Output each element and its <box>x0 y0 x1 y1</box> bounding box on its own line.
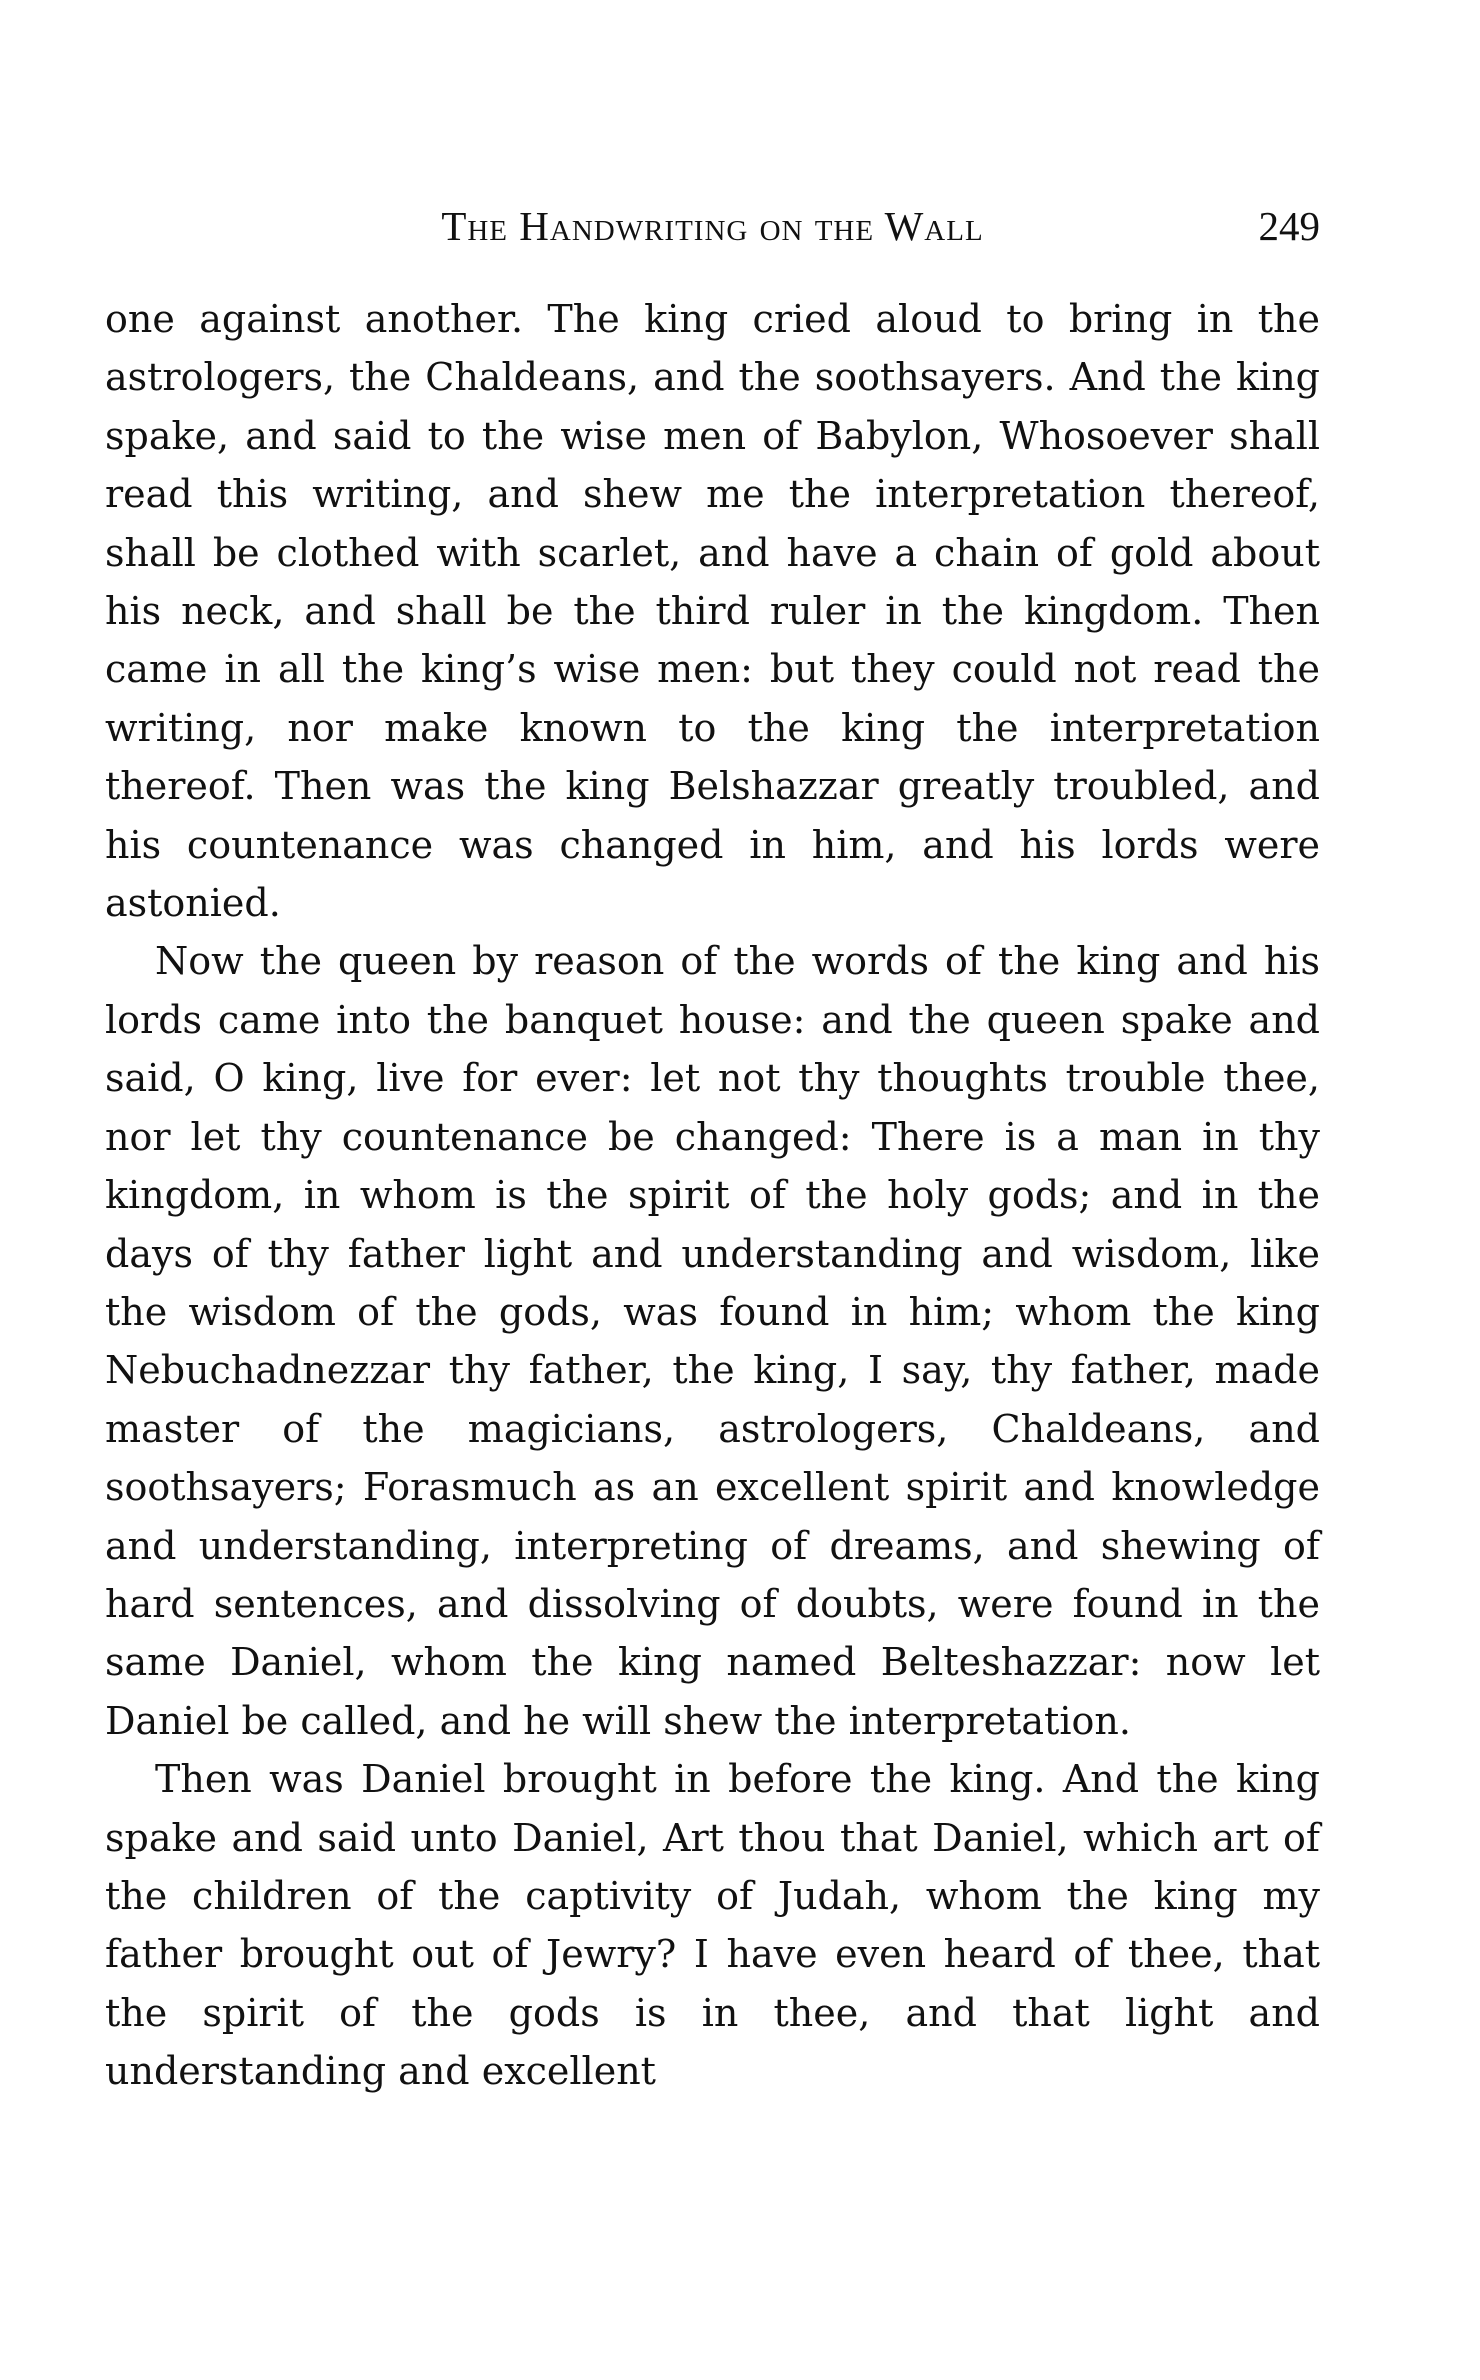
paragraph-continuation: one against another. The king cried aloud to bring in the astrologers, the Chaldeans, and the soothsayers. And the king spake, and said to the wise men of Babylon, Whosoever shall read this writing, and shew me the interpretation thereof, shall be clothed with scarlet, and have a chain of gold about his neck, and shall be the third ruler in the kingdom. Then came in all the king’s wise men: but they could not read the writing, nor make known to the king the interpretation thereof. Then was the king Belshazzar greatly troubled, and his countenance was changed in him, and his lords were astonied. <box>105 297 1320 926</box>
body-text <box>105 290 1320 2101</box>
running-head <box>105 196 1320 256</box>
paragraph-daniel-brought: Then was Daniel brought in before the king. And the king spake and said unto Daniel, Art thou that Daniel, which art of the children of the captivity of Judah, whom the king my father brought out of Jewry? I have even heard of thee, that the spirit of the gods is in thee, and that light and understanding and excellent <box>105 1757 1320 2094</box>
page-number: 249 <box>1258 203 1320 249</box>
running-title: The Handwriting on the Wall <box>441 203 984 249</box>
paragraph-queen-speech: Now the queen by reason of the words of the king and his lords came into the banquet house: and the queen spake and said, O king, live for ever: let not thy thoughts trouble thee, nor let thy countenance be changed: There is a man in thy kingdom, in whom is the spirit of the holy gods; and in the days of thy father light and understanding and wisdom, like the wisdom of the gods, was found in him; whom the king Nebuchadnezzar thy father, the king, I say, thy father, made master of the magicians, astrologers, Chaldeans, and soothsayers; Forasmuch as an excellent spirit and knowledge and understanding, interpreting of dreams, and shewing of hard sentences, and dissolving of doubts, were found in the same Daniel, whom the king named Belteshazzar: now let Daniel be called, and he will shew the interpretation. <box>105 939 1320 1743</box>
